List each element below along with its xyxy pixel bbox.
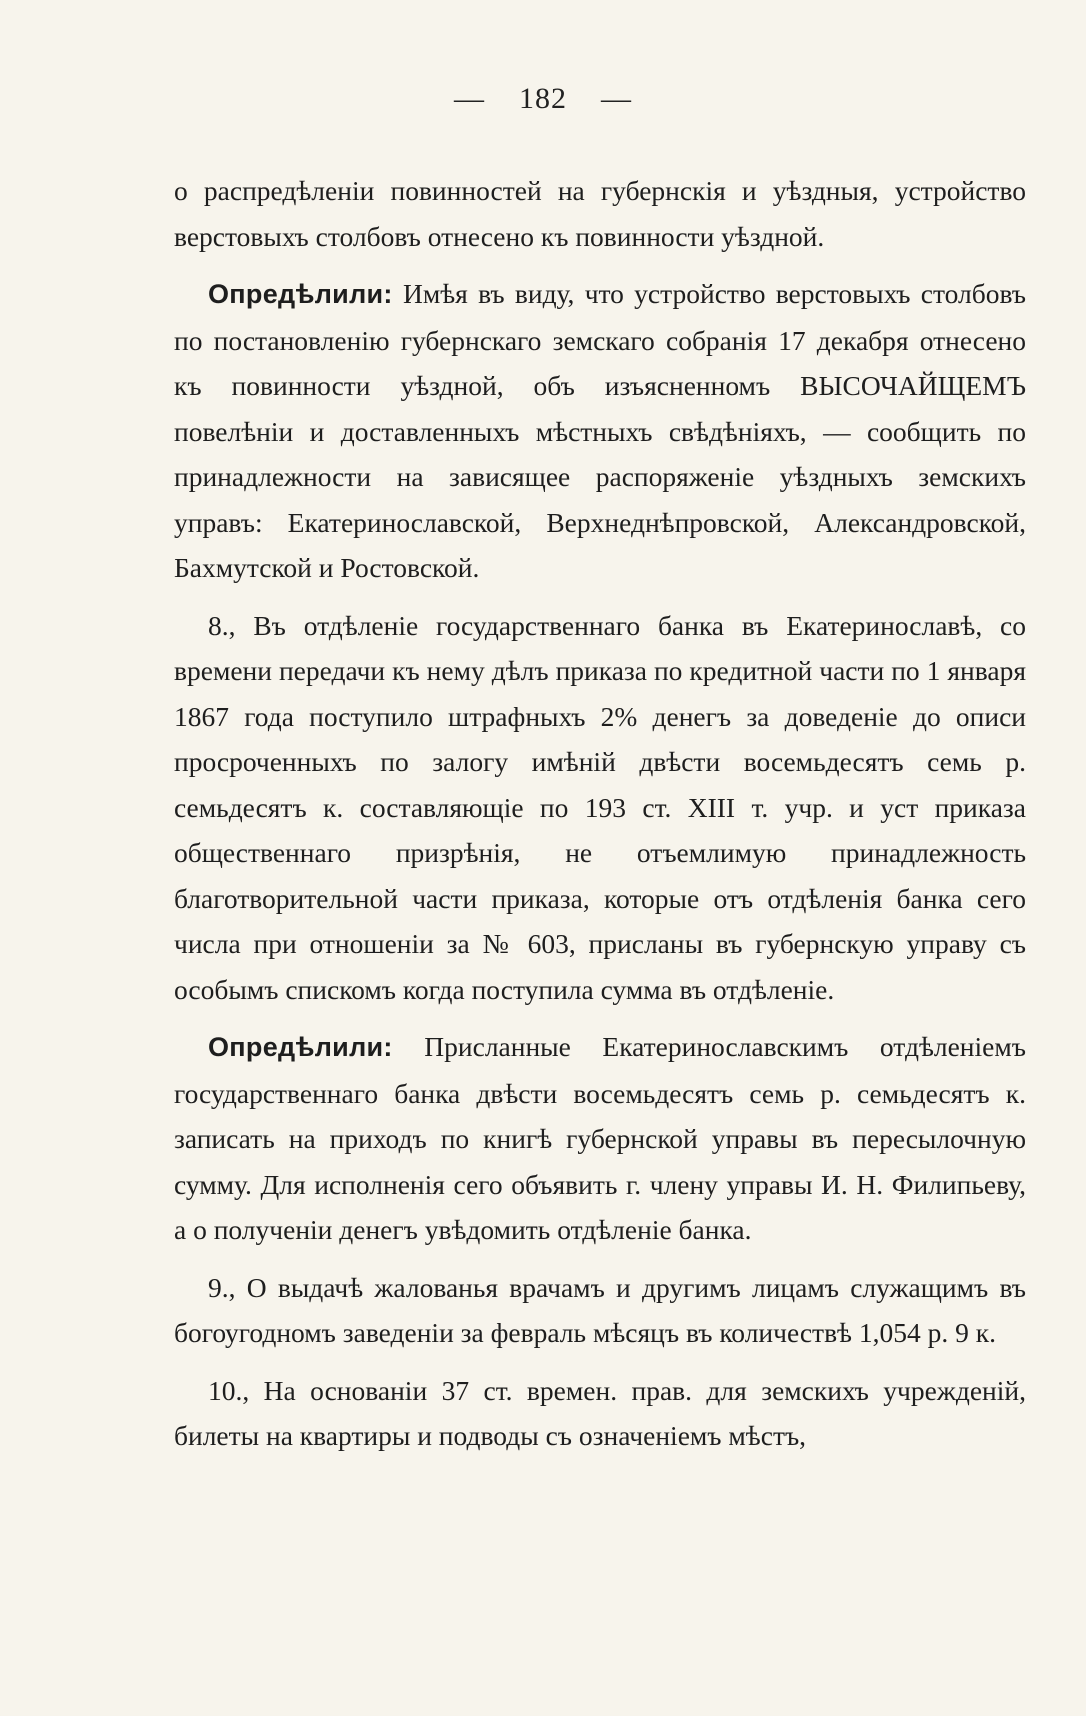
paragraph-item-10	[174, 1368, 1026, 1459]
paragraph-text: Присланные Екатеринославскимъ отдѣленіемъ государственнаго банка двѣсти восемьдесятъ семь р. семьдесятъ к. записать на приходъ по книгѣ губернской управы въ пересылочную сумму. Для исполненія сего объявить г. члену управы И. Н. Филипьеву, а о полученіи денегъ увѣдомить отдѣленіе банка.	[174, 1031, 1026, 1245]
paragraph-text: 8., Въ отдѣленіе государственнаго банка въ Екатеринославѣ, со времени передачи къ нему дѣлъ приказа по кредитной части по 1 января 1867 года поступило штрафныхъ 2% денегъ за доведеніе до описи просроченныхъ по залогу имѣній двѣсти восемьдесятъ семь р. семьдесятъ к. составляющіе по 193 ст. XIII т. учр. и уст приказа общественнаго призрѣнія, не отъемлимую принадлежность благотворительной части приказа, которые отъ отдѣленія банка сего числа при отношеніи за № 603, присланы въ губернскую управу съ особымъ спискомъ когда поступила сумма въ отдѣленіе.	[174, 609, 1026, 1005]
page-number-header	[0, 82, 1086, 116]
paragraph-text: 9., О выдачѣ жалованья врачамъ и другимъ лицамъ служащимъ въ богоугодномъ заведеніи за февраль мѣсяцъ въ количествѣ 1,054 р. 9 к.	[174, 1271, 1026, 1348]
page-number: 182	[519, 82, 567, 115]
paragraph-resolution-1	[174, 271, 1026, 591]
resolution-heading: Опредѣлили:	[208, 1032, 393, 1062]
paragraph-continuation	[174, 168, 1026, 259]
paragraph-text: о распредѣленіи повинностей на губернскія и уѣздныя, устройство верстовыхъ столбовъ отнесено къ повинности уѣздной.	[174, 175, 1026, 252]
paragraph-text: 10., На основаніи 37 ст. времен. прав. для земскихъ учрежденій, билеты на квартиры и подводы съ означеніемъ мѣстъ,	[174, 1374, 1026, 1451]
paragraph-item-8	[174, 603, 1026, 1013]
page-number-dash-right: —	[601, 82, 632, 115]
resolution-heading: Опредѣлили:	[208, 279, 393, 309]
body-text	[174, 168, 1026, 1471]
paragraph-resolution-2	[174, 1024, 1026, 1253]
paragraph-item-9	[174, 1265, 1026, 1356]
paragraph-text: Имѣя въ виду, что устройство верстовыхъ столбовъ по постановленію губернскаго земскаго собранія 17 декабря отнесено къ повинности уѣздной, объ изъясненномъ ВЫСОЧАЙЩЕМЪ повелѣніи и доставленныхъ мѣстныхъ свѣдѣніяхъ, — сообщить по принадлежности на зависящее распоряженіе уѣздныхъ земскихъ управъ: Екатеринославской, Верхнеднѣпровской, Александровской, Бахмутской и Ростовской.	[174, 278, 1026, 583]
page-number-dash-left: —	[454, 82, 485, 115]
